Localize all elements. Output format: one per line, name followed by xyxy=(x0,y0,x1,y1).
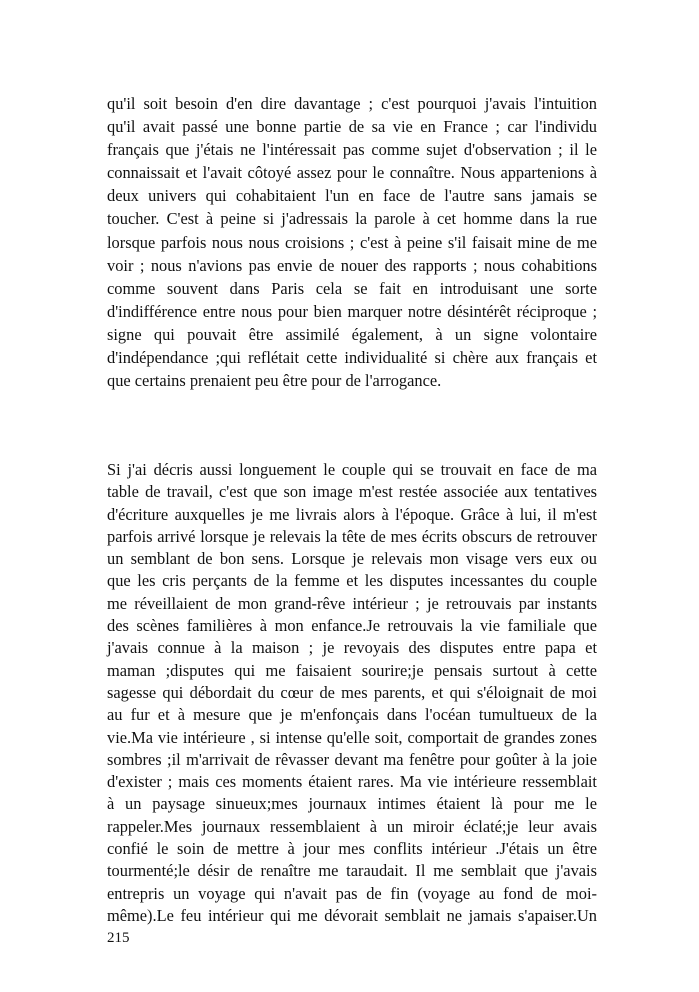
text-line: maman ;disputes qui me faisaient sourire;je pensais surtout à cette xyxy=(107,660,597,680)
text-line: d'indifférence entre nous pour bien marquer notre désintérêt réciproque ; xyxy=(107,301,597,321)
text-line: connaissait et l'avait côtoyé assez pour le connaître. Nous appartenions à xyxy=(107,163,597,183)
text-line: me réveillaient de mon grand-rêve intérieur ; je retrouvais par instants xyxy=(107,593,597,613)
text-line: d'exister ; mais ces moments étaient rares. Ma vie intérieure ressemblait xyxy=(107,772,597,792)
text-line: signe qui pouvait être assimilé également, à un signe volontaire xyxy=(107,324,597,344)
text-line: un semblant de bon sens. Lorsque je relevais mon visage vers eux ou xyxy=(107,549,597,569)
text-line: même).Le feu intérieur qui me dévorait semblait ne jamais s'apaiser.Un xyxy=(107,905,597,925)
text-line: que les cris perçants de la femme et les disputes incessantes du couple xyxy=(107,571,597,591)
text-line: d'écriture auxquelles je me livrais alors à l'époque. Grâce à lui, il m'est xyxy=(107,504,597,524)
page-number: 215 xyxy=(107,930,130,946)
paragraph-1 xyxy=(107,92,597,392)
text-line: table de travail, c'est que son image m'est restée associée aux tentatives xyxy=(107,482,597,502)
text-line: comme souvent dans Paris cela se fait en introduisant une sorte xyxy=(107,278,597,298)
text-line: sombres ;il m'arrivait de rêvasser devant ma fenêtre pour goûter à la joie xyxy=(107,749,597,769)
text-line: sagesse qui débordait du cœur de mes parents, et qui s'éloignait de moi xyxy=(107,682,597,702)
text-line: j'avais connue à la maison ; je revoyais des disputes entre papa et xyxy=(107,638,597,658)
text-line: toucher. C'est à peine si j'adressais la parole à cet homme dans la rue xyxy=(107,209,597,229)
text-line: qu'il soit besoin d'en dire davantage ; c'est pourquoi j'avais l'intuition xyxy=(107,94,597,113)
text-line: au fur et à mesure que je m'enfonçais dans l'océan tumultueux de la xyxy=(107,705,597,725)
text-line: entrepris un voyage qui n'avait pas de fin (voyage au fond de moi- xyxy=(107,883,597,903)
text-line: tourmenté;le désir de renaître me taraudait. Il me semblait que j'avais xyxy=(107,861,597,881)
text-line: deux univers qui cohabitaient l'un en face de l'autre sans jamais se xyxy=(107,186,597,206)
text-line: d'indépendance ;qui reflétait cette individualité si chère aux français et xyxy=(107,348,597,368)
text-line: vie.Ma vie intérieure , si intense qu'elle soit, comportait de grandes zones xyxy=(107,727,597,747)
text-line: parfois arrivé lorsque je relevais la tête de mes écrits obscurs de retrouver xyxy=(107,526,597,546)
text-line: confié le soin de mettre à jour mes conflits intérieur .J'étais un être xyxy=(107,839,597,859)
text-line: que certains prenaient peu être pour de l'arrogance. xyxy=(107,371,442,391)
text-line: des scènes familières à mon enfance.Je retrouvais la vie familiale que xyxy=(107,616,597,636)
text-line: français que j'étais ne l'intéressait pas comme sujet d'observation ; il le xyxy=(107,140,597,160)
text-line: à un paysage sinueux;mes journaux intimes étaient là pour me le xyxy=(107,794,597,814)
text-line: voir ; nous n'avions pas envie de nouer des rapports ; nous cohabitions xyxy=(107,255,597,275)
text-line: rappeler.Mes journaux ressemblaient à un miroir éclaté;je leur avais xyxy=(107,816,597,836)
text-line: Si j'ai décris aussi longuement le couple qui se trouvait en face de ma xyxy=(107,460,597,479)
text-line: lorsque parfois nous nous croisions ; c'est à peine s'il faisait mine de me xyxy=(107,232,597,252)
text-line: qu'il avait passé une bonne partie de sa vie en France ; car l'individu xyxy=(107,117,597,137)
paragraph-2 xyxy=(107,459,597,927)
